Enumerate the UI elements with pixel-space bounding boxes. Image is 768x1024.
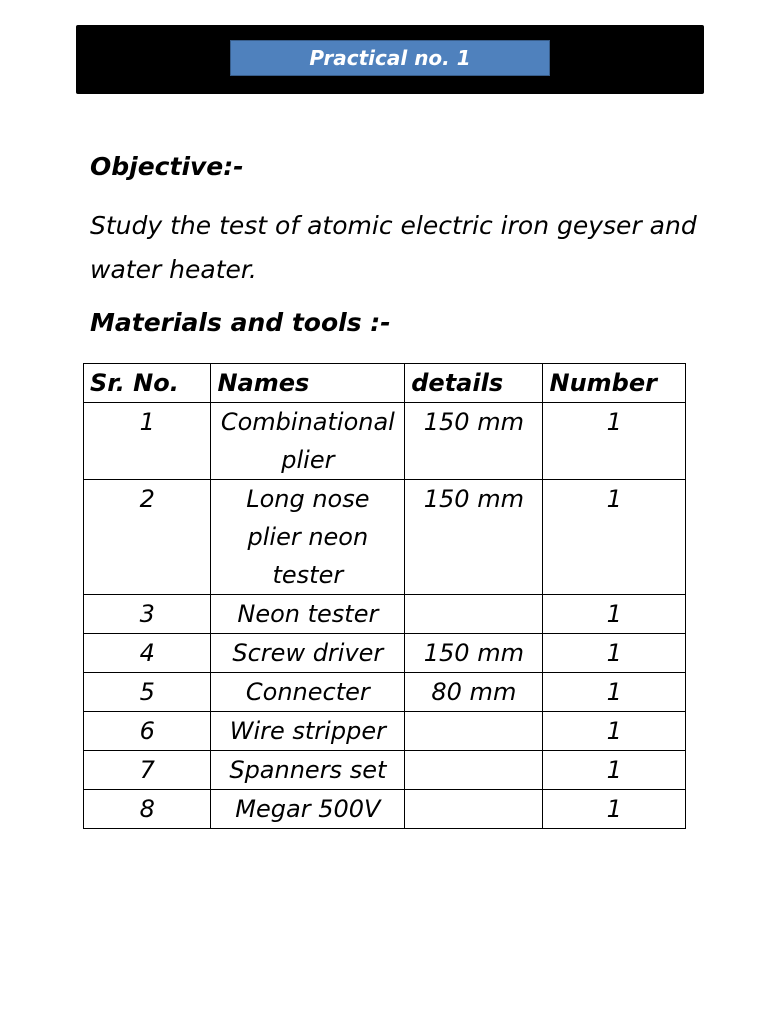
cell-name: Combinational plier xyxy=(211,403,405,480)
cell-number: 1 xyxy=(543,751,686,790)
cell-details xyxy=(405,751,543,790)
table-row xyxy=(84,403,686,480)
table-body xyxy=(84,403,686,829)
column-header-number: Number xyxy=(543,364,686,403)
cell-details: 150 mm xyxy=(405,634,543,673)
table-row xyxy=(84,634,686,673)
table-row xyxy=(84,712,686,751)
cell-sr-no: 5 xyxy=(84,673,211,712)
cell-details xyxy=(405,790,543,829)
cell-sr-no: 3 xyxy=(84,595,211,634)
cell-details: 80 mm xyxy=(405,673,543,712)
cell-name: Wire stripper xyxy=(211,712,405,751)
cell-number: 1 xyxy=(543,712,686,751)
cell-number: 1 xyxy=(543,673,686,712)
cell-sr-no: 6 xyxy=(84,712,211,751)
cell-details: 150 mm xyxy=(405,480,543,595)
cell-name: Spanners set xyxy=(211,751,405,790)
cell-name: Neon tester xyxy=(211,595,405,634)
cell-number: 1 xyxy=(543,403,686,480)
materials-heading: Materials and tools :- xyxy=(90,308,391,337)
table-row xyxy=(84,480,686,595)
objective-text: Study the test of atomic electric iron geyser and water heater. xyxy=(90,211,697,284)
column-header-names: Names xyxy=(211,364,405,403)
cell-name: Megar 500V xyxy=(211,790,405,829)
cell-sr-no: 8 xyxy=(84,790,211,829)
cell-sr-no: 1 xyxy=(84,403,211,480)
objective-heading: Objective:- xyxy=(90,152,244,181)
cell-details: 150 mm xyxy=(405,403,543,480)
cell-details xyxy=(405,595,543,634)
cell-name: Connecter xyxy=(211,673,405,712)
table-row xyxy=(84,790,686,829)
cell-sr-no: 7 xyxy=(84,751,211,790)
cell-sr-no: 2 xyxy=(84,480,211,595)
cell-number: 1 xyxy=(543,790,686,829)
cell-name: Screw driver xyxy=(211,634,405,673)
table-header-row xyxy=(84,364,686,403)
table-row xyxy=(84,751,686,790)
cell-number: 1 xyxy=(543,595,686,634)
cell-name: Long nose plier neon tester xyxy=(211,480,405,595)
materials-table xyxy=(83,363,686,829)
cell-number: 1 xyxy=(543,634,686,673)
cell-sr-no: 4 xyxy=(84,634,211,673)
cell-details xyxy=(405,712,543,751)
header-bar xyxy=(76,25,704,94)
column-header-details: details xyxy=(405,364,543,403)
table-row xyxy=(84,595,686,634)
cell-number: 1 xyxy=(543,480,686,595)
column-header-sr-no: Sr. No. xyxy=(84,364,211,403)
page-title: Practical no. 1 xyxy=(230,40,550,76)
table-row xyxy=(84,673,686,712)
